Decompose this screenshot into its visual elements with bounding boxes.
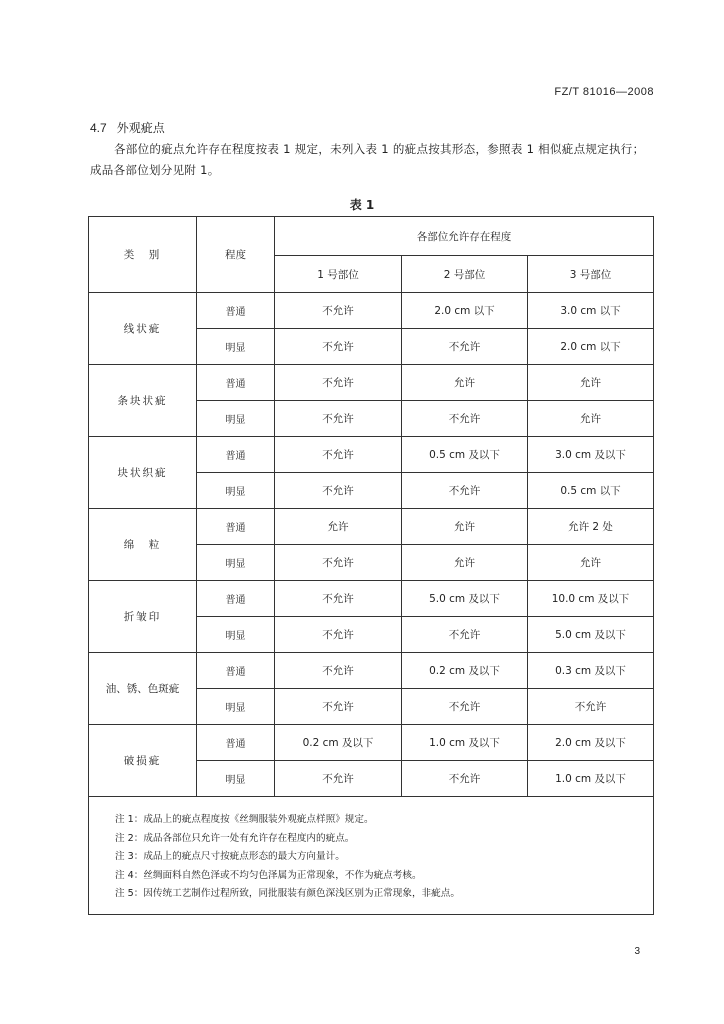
part2-cell: 允许 [402,545,528,581]
part2-cell: 1.0 cm 及以下 [402,725,528,761]
table-row [89,509,654,545]
part2-cell: 不允许 [402,401,528,437]
part1-cell: 不允许 [275,293,402,329]
part2-cell: 允许 [402,509,528,545]
part3-cell: 5.0 cm 及以下 [528,617,654,653]
part1-cell: 不允许 [275,761,402,797]
degree-cell: 明显 [197,401,275,437]
page-number: 3 [634,946,640,957]
part3-cell: 2.0 cm 及以下 [528,725,654,761]
part3-cell: 允许 2 处 [528,509,654,545]
part1-cell: 不允许 [275,401,402,437]
header-part-1: 1 号部位 [275,256,402,293]
part1-cell: 不允许 [275,473,402,509]
section-title: 外观疵点 [116,121,165,135]
note-line: 注 1：成品上的疵点程度按《丝绸服装外观疵点样照》规定。 [115,814,374,825]
degree-cell: 普通 [197,365,275,401]
part3-cell: 0.5 cm 以下 [528,473,654,509]
row-category: 条块状疵 [89,365,197,437]
row-category: 破损疵 [89,725,197,797]
table-row [89,365,654,401]
degree-cell: 明显 [197,473,275,509]
part2-cell: 0.5 cm 及以下 [402,437,528,473]
header-part-3: 3 号部位 [528,256,654,293]
part1-cell: 允许 [275,509,402,545]
part1-cell: 不允许 [275,365,402,401]
table-row [89,725,654,761]
part3-cell: 不允许 [528,689,654,725]
note-line: 注 2：成品各部位只允许一处有允许存在程度内的疵点。 [115,832,355,844]
section-number: 4.7 [90,121,107,135]
row-category: 油、锈、色斑疵 [89,653,197,725]
row-category: 绵 粒 [89,509,197,581]
body-paragraph: 各部位的疵点允许存在程度按表 1 规定，未列入表 1 的疵点按其形态，参照表 1 相似疵点规定执行；成品各部位划分见附 1。 [90,142,645,177]
part1-cell: 不允许 [275,545,402,581]
table-notes [89,797,654,915]
part1-cell: 0.2 cm 及以下 [275,725,402,761]
part2-cell: 不允许 [402,761,528,797]
part3-cell: 3.0 cm 以下 [528,293,654,329]
table-title: 表 1 [349,198,375,212]
defect-table [88,216,654,915]
part3-cell: 3.0 cm 及以下 [528,437,654,473]
row-category: 折皱印 [89,581,197,653]
table-row [89,581,654,617]
degree-cell: 明显 [197,545,275,581]
degree-cell: 普通 [197,293,275,329]
row-category: 块状织疵 [89,437,197,509]
table-row [89,653,654,689]
part2-cell: 不允许 [402,473,528,509]
part2-cell: 2.0 cm 以下 [402,293,528,329]
part1-cell: 不允许 [275,617,402,653]
degree-cell: 普通 [197,437,275,473]
part2-cell: 不允许 [402,617,528,653]
part1-cell: 不允许 [275,437,402,473]
part3-cell: 允许 [528,401,654,437]
part1-cell: 不允许 [275,653,402,689]
note-line: 注 5：因传统工艺制作过程所致，同批服装有颜色深浅区别为正常现象，非疵点。 [115,888,460,899]
part2-cell: 不允许 [402,329,528,365]
degree-cell: 普通 [197,653,275,689]
degree-cell: 明显 [197,617,275,653]
degree-cell: 明显 [197,689,275,725]
part2-cell: 允许 [402,365,528,401]
note-line: 注 3：成品上的疵点尺寸按疵点形态的最大方向量计。 [115,851,345,862]
part3-cell: 10.0 cm 及以下 [528,581,654,617]
row-category: 线状疵 [89,293,197,365]
degree-cell: 明显 [197,761,275,797]
part3-cell: 2.0 cm 以下 [528,329,654,365]
part1-cell: 不允许 [275,581,402,617]
table-row [89,437,654,473]
section-heading [90,119,165,136]
table-row [89,293,654,329]
header-part-2: 2 号部位 [402,256,528,293]
degree-cell: 普通 [197,509,275,545]
part1-cell: 不允许 [275,329,402,365]
degree-cell: 普通 [197,581,275,617]
degree-cell: 普通 [197,725,275,761]
part2-cell: 不允许 [402,689,528,725]
note-line: 注 4：丝绸面料自然色泽或不均匀色泽属为正常现象，不作为疵点考核。 [115,869,422,881]
degree-cell: 明显 [197,329,275,365]
part3-cell: 1.0 cm 及以下 [528,761,654,797]
part3-cell: 允许 [528,545,654,581]
part1-cell: 不允许 [275,689,402,725]
header-part-group: 各部位允许存在程度 [275,217,654,256]
header-degree: 程度 [197,217,275,293]
part3-cell: 0.3 cm 及以下 [528,653,654,689]
header-category: 类 别 [89,217,197,293]
part2-cell: 0.2 cm 及以下 [402,653,528,689]
part3-cell: 允许 [528,365,654,401]
part2-cell: 5.0 cm 及以下 [402,581,528,617]
standard-code: FZ/T 81016—2008 [554,86,654,98]
